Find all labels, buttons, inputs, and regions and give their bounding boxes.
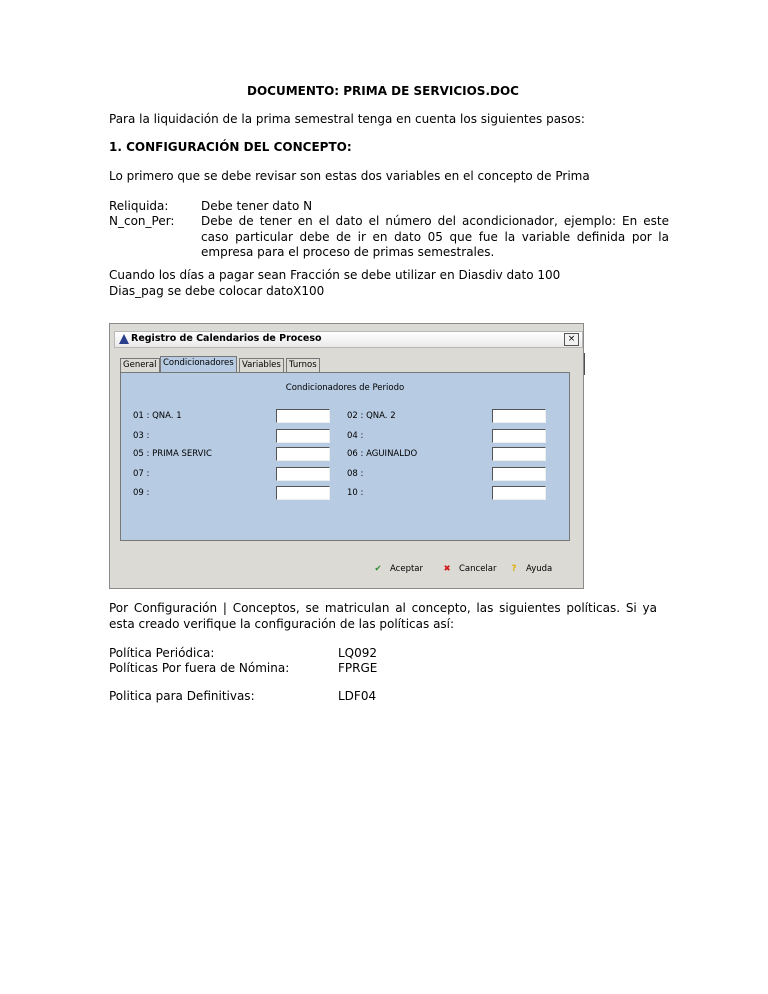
conditioner-input[interactable] bbox=[492, 429, 546, 443]
conditioner-label: 10 : bbox=[347, 488, 364, 498]
conditioner-input[interactable] bbox=[276, 486, 330, 500]
configuracion-paragraph: Por Configuración | Conceptos, se matriculan al concepto, las siguientes políticas. Si ya esta creado verifique la configuración de las políticas así: bbox=[109, 601, 657, 631]
accept-label: Aceptar bbox=[390, 564, 423, 574]
conditioners-panel bbox=[120, 372, 570, 541]
section-heading: 1. CONFIGURACIÓN DEL CONCEPTO: bbox=[109, 140, 352, 154]
cancel-label: Cancelar bbox=[459, 564, 497, 574]
panel-header: Condicionadores de Periodo bbox=[285, 383, 405, 393]
tab-condicionadores[interactable]: Condicionadores bbox=[160, 356, 237, 373]
cross-icon: ✖ bbox=[443, 564, 451, 574]
revisar-paragraph: Lo primero que se debe revisar son estas dos variables en el concepto de Prima bbox=[109, 169, 590, 183]
dias-pag-line: Dias_pag se debe colocar datoX100 bbox=[109, 284, 325, 298]
definition-term: Reliquida: bbox=[109, 199, 169, 213]
help-button[interactable] bbox=[508, 564, 552, 574]
conditioner-input[interactable] bbox=[492, 486, 546, 500]
help-label: Ayuda bbox=[526, 564, 553, 574]
definition-desc: Debe de tener en el dato el número del acondicionador, ejemplo: En este caso particular debe de ir en dato 05 que fue la variable definida por la empresa para el proceso de primas semestrales. bbox=[201, 214, 669, 259]
tab-variables[interactable]: Variables bbox=[239, 358, 284, 372]
document-title: DOCUMENTO: PRIMA DE SERVICIOS.DOC bbox=[247, 84, 519, 98]
accept-button[interactable] bbox=[372, 564, 423, 574]
policy-value: LDF04 bbox=[338, 689, 377, 703]
policy-label: Política Periódica: bbox=[109, 646, 215, 660]
policy-value: FPRGE bbox=[338, 661, 378, 675]
conditioner-label: 05 : PRIMA SERVIC bbox=[133, 449, 212, 459]
tab-turnos[interactable]: Turnos bbox=[286, 358, 320, 372]
cancel-button[interactable] bbox=[441, 564, 497, 574]
conditioner-input[interactable] bbox=[492, 447, 546, 461]
definition-term: N_con_Per: bbox=[109, 214, 175, 228]
conditioner-input[interactable] bbox=[492, 409, 546, 423]
conditioner-input[interactable] bbox=[276, 429, 330, 443]
conditioner-input[interactable] bbox=[276, 467, 330, 481]
conditioner-label: 09 : bbox=[133, 488, 150, 498]
policy-label: Politica para Definitivas: bbox=[109, 689, 255, 703]
dialog-titlebar bbox=[114, 331, 583, 348]
conditioner-input[interactable] bbox=[492, 467, 546, 481]
conditioner-label: 07 : bbox=[133, 469, 150, 479]
policy-value: LQ092 bbox=[338, 646, 378, 660]
warning-triangle-icon bbox=[119, 334, 129, 344]
conditioner-label: 06 : AGUINALDO bbox=[347, 449, 418, 459]
conditioner-input[interactable] bbox=[276, 447, 330, 461]
conditioner-label: 02 : QNA. 2 bbox=[347, 411, 396, 421]
conditioner-label: 08 : bbox=[347, 469, 364, 479]
conditioner-label: 03 : bbox=[133, 431, 150, 441]
fraccion-line: Cuando los días a pagar sean Fracción se debe utilizar en Diasdiv dato 100 bbox=[109, 268, 561, 282]
tab-general[interactable]: General bbox=[120, 358, 160, 372]
checkmark-icon: ✔ bbox=[374, 564, 382, 574]
policy-label: Políticas Por fuera de Nómina: bbox=[109, 661, 290, 675]
dialog-title: Registro de Calendarios de Proceso bbox=[131, 333, 322, 344]
question-icon: ? bbox=[511, 564, 517, 574]
conditioner-input[interactable] bbox=[276, 409, 330, 423]
close-icon[interactable]: × bbox=[564, 333, 579, 346]
definition-desc: Debe tener dato N bbox=[201, 199, 313, 213]
intro-paragraph: Para la liquidación de la prima semestral tenga en cuenta los siguientes pasos: bbox=[109, 112, 585, 126]
calendar-dialog-screenshot bbox=[109, 323, 584, 589]
conditioner-label: 01 : QNA. 1 bbox=[133, 411, 182, 421]
conditioner-label: 04 : bbox=[347, 431, 364, 441]
